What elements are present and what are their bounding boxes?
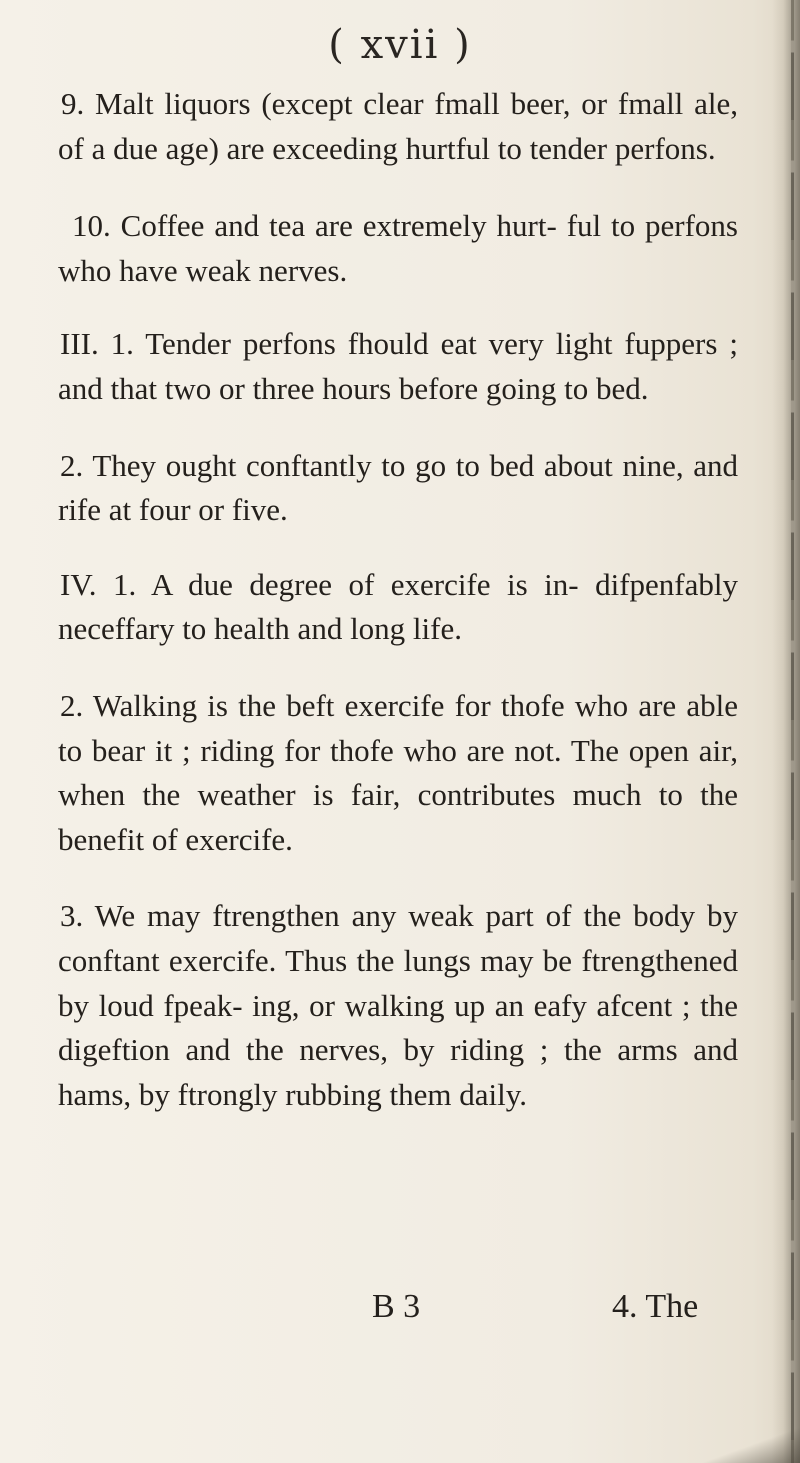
page-edge-binding (791, 0, 794, 1463)
catchword: 4. The (612, 1288, 699, 1325)
paragraph-iii-1: III. 1. Tender perfons fhould eat very light fuppers ; and that two or three hours before going to bed. (58, 326, 738, 406)
page-footer (0, 1288, 800, 1338)
paragraph-iv-2: 2. Walking is the beft exercife for thofe who are able to bear it ; riding for thofe who are not. The open air, when the weather is fair, contributes much to the benefit of exercife. (58, 687, 738, 857)
paragraph-iv-1: IV. 1. A due degree of exercife is in- difpenfably neceffary to health and long life. (58, 566, 738, 647)
page-corner-curl (690, 1423, 800, 1463)
paragraph-9: 9. Malt liquors (except clear fmall beer, or fmall ale, of a due age) are exceeding hurtful to tender perfons. (58, 86, 738, 166)
page-edge-shadow (772, 0, 800, 1463)
paragraph-iv-3: 3. We may ftrengthen any weak part of the body by conftant exercife. Thus the lungs may be ftrengthened by loud fpeak- ing, or walking up an eafy afcent ; the digeftion and the nerves, by riding ; the arms and hams, by ftrongly rubbing them daily. (58, 898, 738, 1112)
paragraph-iii-2: 2. They ought conftantly to go to bed about nine, and rife at four or five. (58, 447, 738, 528)
signature-mark: B 3 (372, 1288, 421, 1325)
body-text (58, 82, 738, 1117)
paragraph-10: 10. Coffee and tea are extremely hurt- ful to perfons who have weak nerves. (58, 208, 738, 288)
running-head: ( xvii ) (328, 22, 472, 68)
